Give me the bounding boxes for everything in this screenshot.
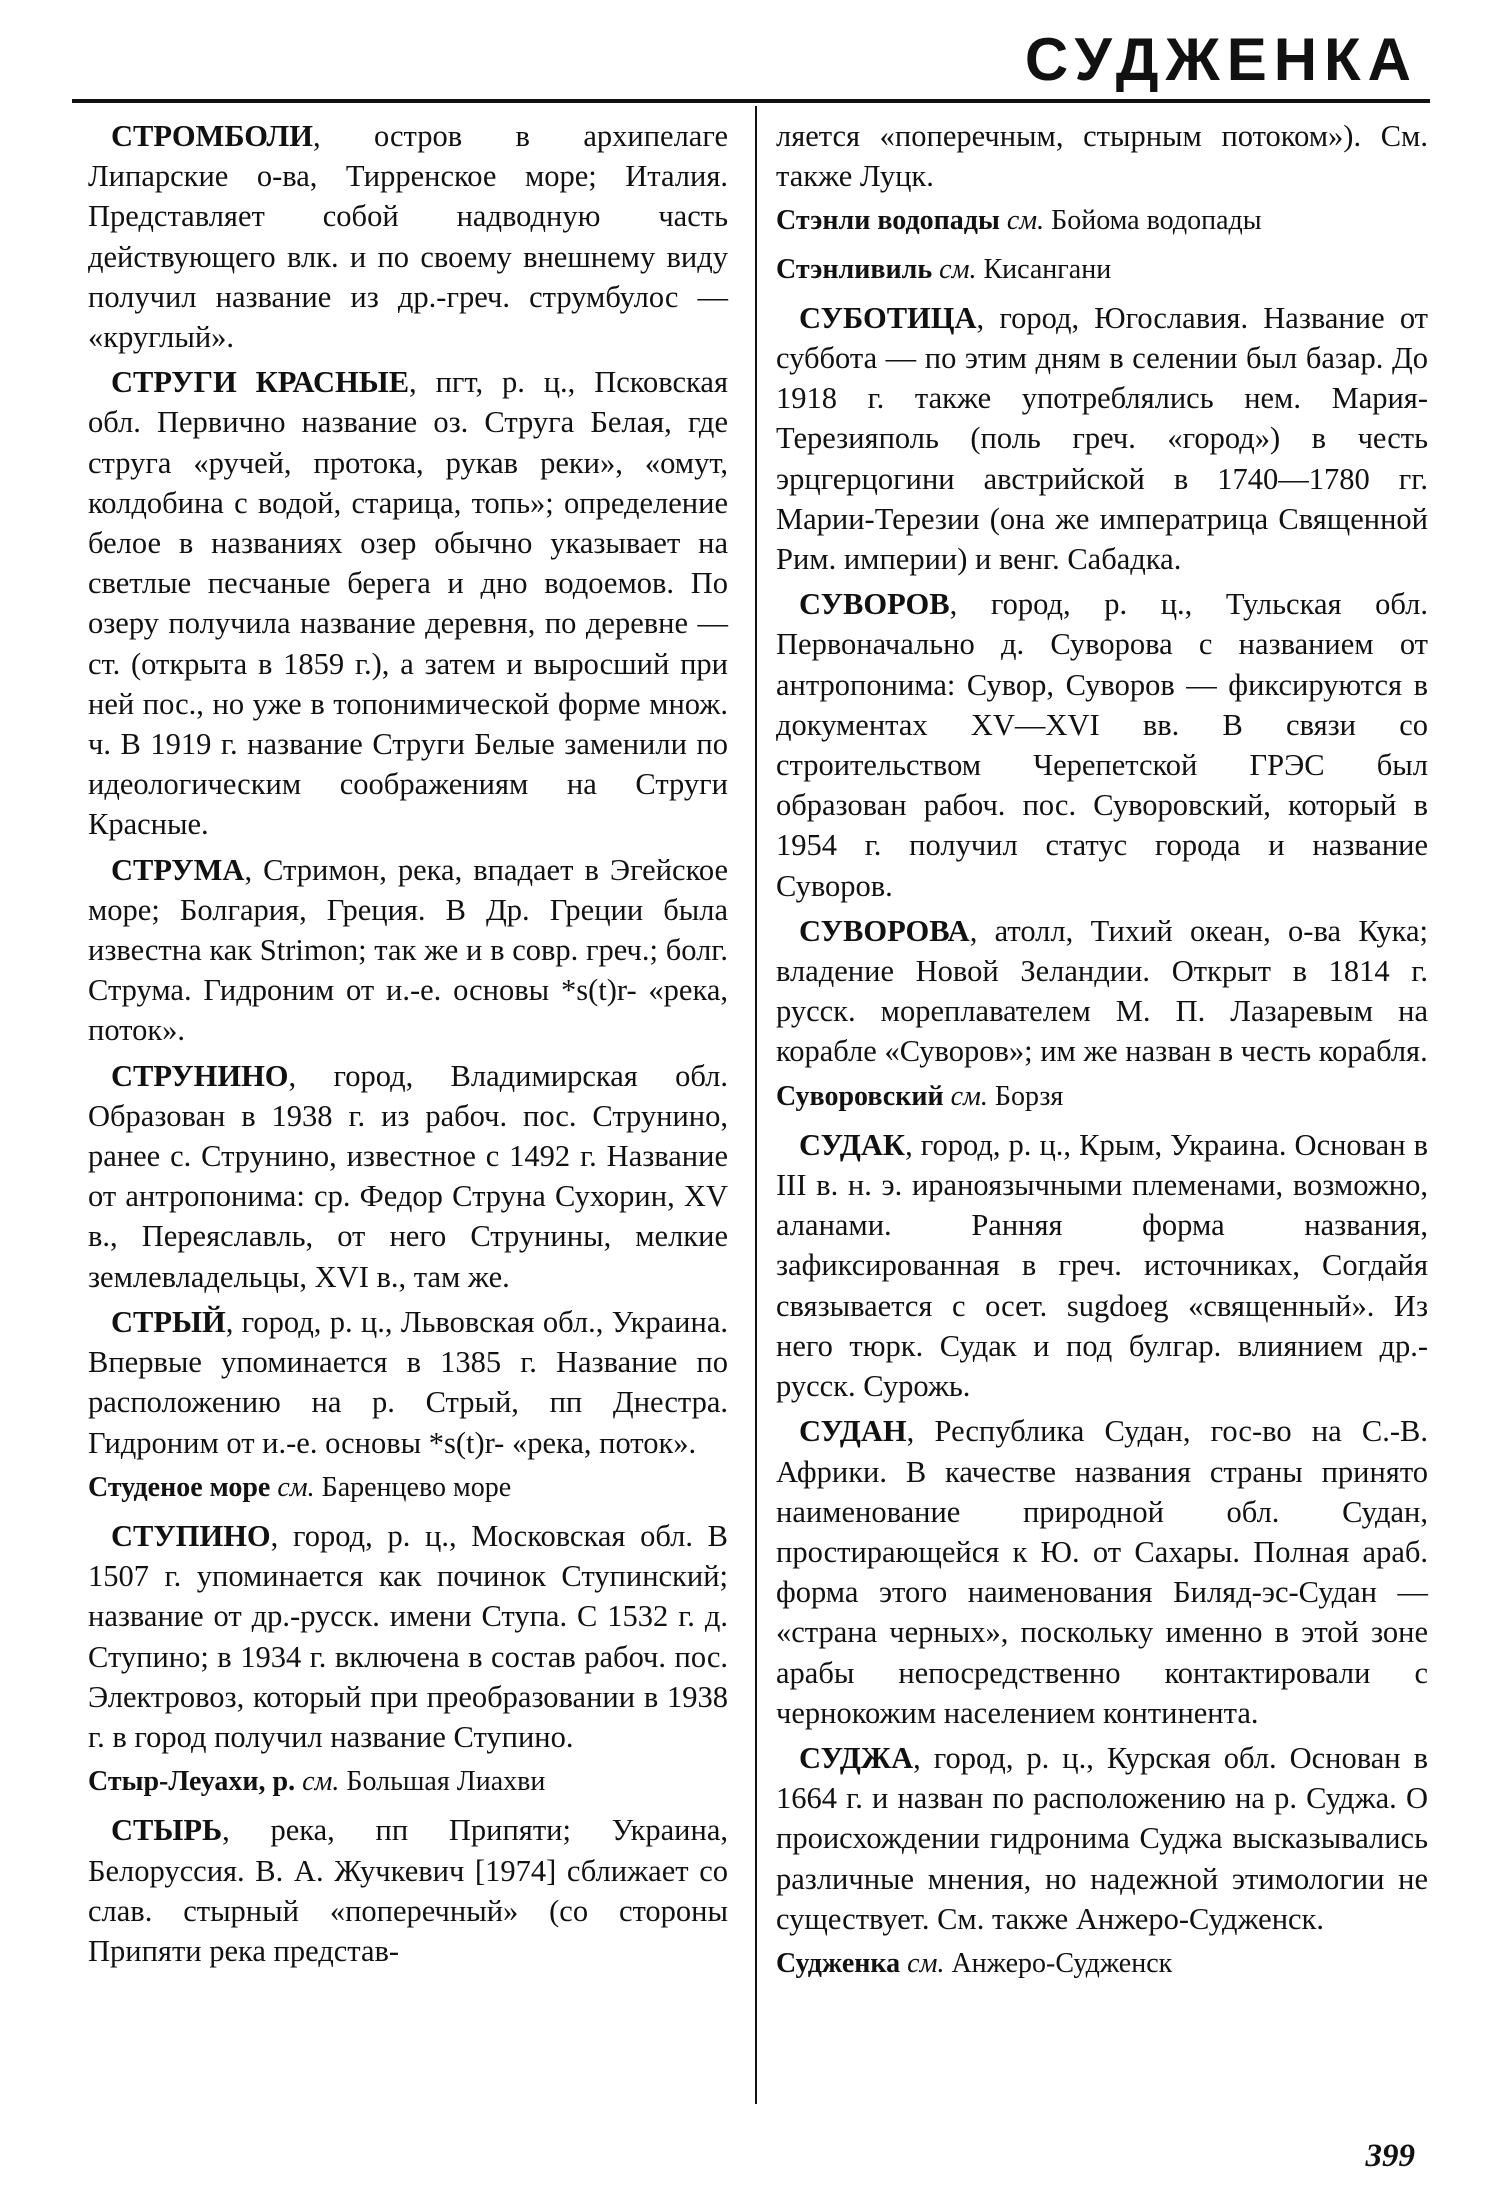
- entry-text: , Стримон, река, впадает в Эгейское море; Болгария, Греция. В Др. Греции была известна как Strimon; так же и в совр. греч.; болг. Струма. Гидроним от и.-е. основы *s(t)r- «река, поток».: [88, 852, 728, 1048]
- dictionary-entry: [88, 1056, 728, 1297]
- entry-text: , остров в архипелаге Липарские о-ва, Тирренское море; Италия. Представляет собой надводную часть действующего влк. и по своему внешнему виду получил название из др.-греч. струмбулос — «круглый».: [88, 119, 728, 355]
- see-reference-marker: см.: [1006, 205, 1045, 237]
- entry-text: , город, р. ц., Курская обл. Основан в 1664 г. и назван по расположению на р. Суджа. О происхождении гидронима Суджа высказывались различные мнения, но надежной этимологии не существует. См. также Анжеро-Судженск.: [776, 1740, 1428, 1936]
- entry-text: Анжеро-Судженск: [944, 1947, 1173, 1979]
- entry-headword: СТРОМБОЛИ: [111, 119, 313, 153]
- cross-reference-entry: [776, 1077, 1428, 1117]
- entry-text: , город, р. ц., Львовская обл., Украина. Впервые упоминается в 1385 г. Название по расположению на р. Стрый, пп Днестра. Гидроним от и.-е. основы *s(t)r- «река, поток».: [88, 1304, 728, 1460]
- dictionary-entry: [776, 584, 1428, 906]
- dictionary-entry: [776, 298, 1428, 579]
- entry-text: , Республика Судан, гос-во на С.-В. Африки. В качестве названия страны принято наименование природной обл. Судан, простирающейся к Ю. от Сахары. Полная араб. форма этого наименования Биляд-эс-Судан — «страна черных», поскольку именно в этой зоне арабы непосредственно контактировали с чернокожим населением континента.: [776, 1414, 1428, 1730]
- entry-headword: СУБОТИЦА: [799, 300, 977, 335]
- dictionary-entry: [776, 1125, 1428, 1406]
- entry-text: , город, Югославия. Название от суббота — по этим дням в селении был базар. До 1918 г. также употреблялись нем. Мария-Терезияполь (поль греч. «город») в честь эрцгерцогини австрийской в 1740—1780 гг. Марии-Терезии (она же императрица Священной Рим. империи) и венг. Сабадка.: [776, 300, 1428, 577]
- entry-text: , атолл, Тихий океан, о-ва Кука; владение Новой Зеландии. Открыт в 1814 г. русск. мореплавателем М. П. Лазаревым на корабле «Суворов»; им же назван в честь корабля.: [776, 913, 1428, 1069]
- entry-headword: СТУПИНО: [111, 1518, 271, 1553]
- running-head: СУДЖЕНКА: [1024, 26, 1418, 93]
- entry-headword: СТРЫЙ: [111, 1304, 226, 1339]
- entry-continuation: [776, 116, 1428, 196]
- entry-headword: СУДАН: [799, 1414, 907, 1449]
- dictionary-entry: [88, 850, 728, 1051]
- dictionary-entry: [776, 1738, 1428, 1939]
- entry-headword: Студеное море: [88, 1471, 271, 1503]
- column-divider: [755, 106, 757, 2104]
- see-reference-marker: см.: [277, 1471, 315, 1503]
- entry-headword: Судженка: [776, 1947, 901, 1979]
- page-number: 399: [1365, 2138, 1415, 2174]
- dictionary-entry: [88, 1516, 728, 1757]
- dictionary-entry: [776, 911, 1428, 1072]
- entry-text: , город, р. ц., Крым, Украина. Основан в III в. н. э. ираноязычными племенами, возможно, аланами. Ранняя форма названия, зафиксированная в греч. источниках, Согдайя связывается с осет. sugdoeg «священный». Из него тюрк. Судак и под булгар. влиянием др.-русск. Сурожь.: [776, 1127, 1428, 1404]
- see-reference-marker: см.: [907, 1947, 945, 1979]
- entry-text: , город, р. ц., Московская обл. В 1507 г. упоминается как починок Ступинский; название от др.-русск. имени Ступа. С 1532 г. д. Ступино; в 1934 г. включена в состав рабоч. пос. Электровоз, который при преобразовании в 1938 г. в город получил название Ступино.: [88, 1518, 728, 1754]
- see-reference-marker: см.: [939, 253, 977, 285]
- entry-headword: СТРУНИНО: [111, 1058, 289, 1093]
- entry-text: , пгт, р. ц., Псковская обл. Первично название оз. Струга Белая, где струга «ручей, протока, рукав реки», «омут, колдобина с водой, старица, топь»; определение белое в названиях озер обычно указывает на светлые песчаные берега и дно водоемов. По озеру получила название деревня, по деревне — ст. (открыта в 1859 г.), а затем и выросший при ней пос., но уже в топонимической форме множ. ч. В 1919 г. название Струги Белые заменили по идеологическим соображениям на Струги Красные.: [88, 365, 728, 842]
- cross-reference-entry: [776, 250, 1428, 290]
- entry-text: , город, Владимирская обл. Образован в 1938 г. из рабоч. пос. Струнино, ранее с. Струнино, известное с 1492 г. Название от антропонима: ср. Федор Струна Сухорин, XV в., Переяславль, от него Струнины, мелкие землевладельцы, XVI в., там же.: [88, 1058, 728, 1294]
- entry-headword: СУВОРОВА: [799, 913, 970, 948]
- dictionary-entry: [88, 1302, 728, 1463]
- entry-text: Кисангани: [976, 253, 1112, 285]
- entry-headword: Стэнливиль: [776, 253, 933, 285]
- see-reference-marker: см.: [302, 1766, 340, 1798]
- entry-headword: СУДАК: [799, 1127, 906, 1162]
- entry-headword: Стыр-Леуахи, р.: [88, 1766, 296, 1798]
- cross-reference-entry: [88, 1762, 728, 1802]
- left-column: [88, 116, 728, 1976]
- entry-text: Баренцево море: [314, 1471, 512, 1503]
- dictionary-entry: [88, 116, 728, 357]
- entry-headword: СТЫРЬ: [111, 1813, 223, 1848]
- entry-headword: СУВОРОВ: [799, 587, 950, 622]
- dictionary-entry: [88, 362, 728, 844]
- see-reference-marker: см.: [950, 1080, 988, 1112]
- cross-reference-entry: [776, 1944, 1428, 1984]
- entry-headword: Суворовский: [776, 1080, 944, 1112]
- entry-headword: СТРУГИ КРАСНЫЕ: [111, 365, 410, 400]
- entry-text: Большая Лиахви: [339, 1766, 546, 1798]
- entry-headword: СТРУМА: [111, 852, 245, 887]
- entry-text: Бойома водопады: [1044, 205, 1262, 237]
- header-rule: [72, 99, 1430, 103]
- entry-text: , река, пп Припяти; Украина, Белоруссия. В. А. Жучкевич [1974] сближает со слав. стырный «поперечный» (со стороны Припяти река представ-: [88, 1813, 728, 1968]
- entry-text: ляется «поперечным, стырным потоком»). См. также Луцк.: [776, 119, 1428, 194]
- entry-headword: СУДЖА: [799, 1740, 914, 1775]
- dictionary-entry: [88, 1810, 728, 1971]
- right-column: [776, 116, 1428, 1992]
- entry-text: Борзя: [987, 1080, 1064, 1112]
- entry-headword: Стэнли водопады: [776, 205, 1000, 237]
- cross-reference-entry: [776, 201, 1428, 241]
- entry-text: , город, р. ц., Тульская обл. Первоначально д. Суворова с названием от антропонима: Сувор, Суворов — фиксируются в документах XV—XVI вв. В связи со строительством Черепетской ГРЭС был образован рабоч. пос. Суворовский, который в 1954 г. получил статус города и название Суворов.: [776, 587, 1428, 903]
- dictionary-entry: [776, 1411, 1428, 1733]
- cross-reference-entry: [88, 1468, 728, 1508]
